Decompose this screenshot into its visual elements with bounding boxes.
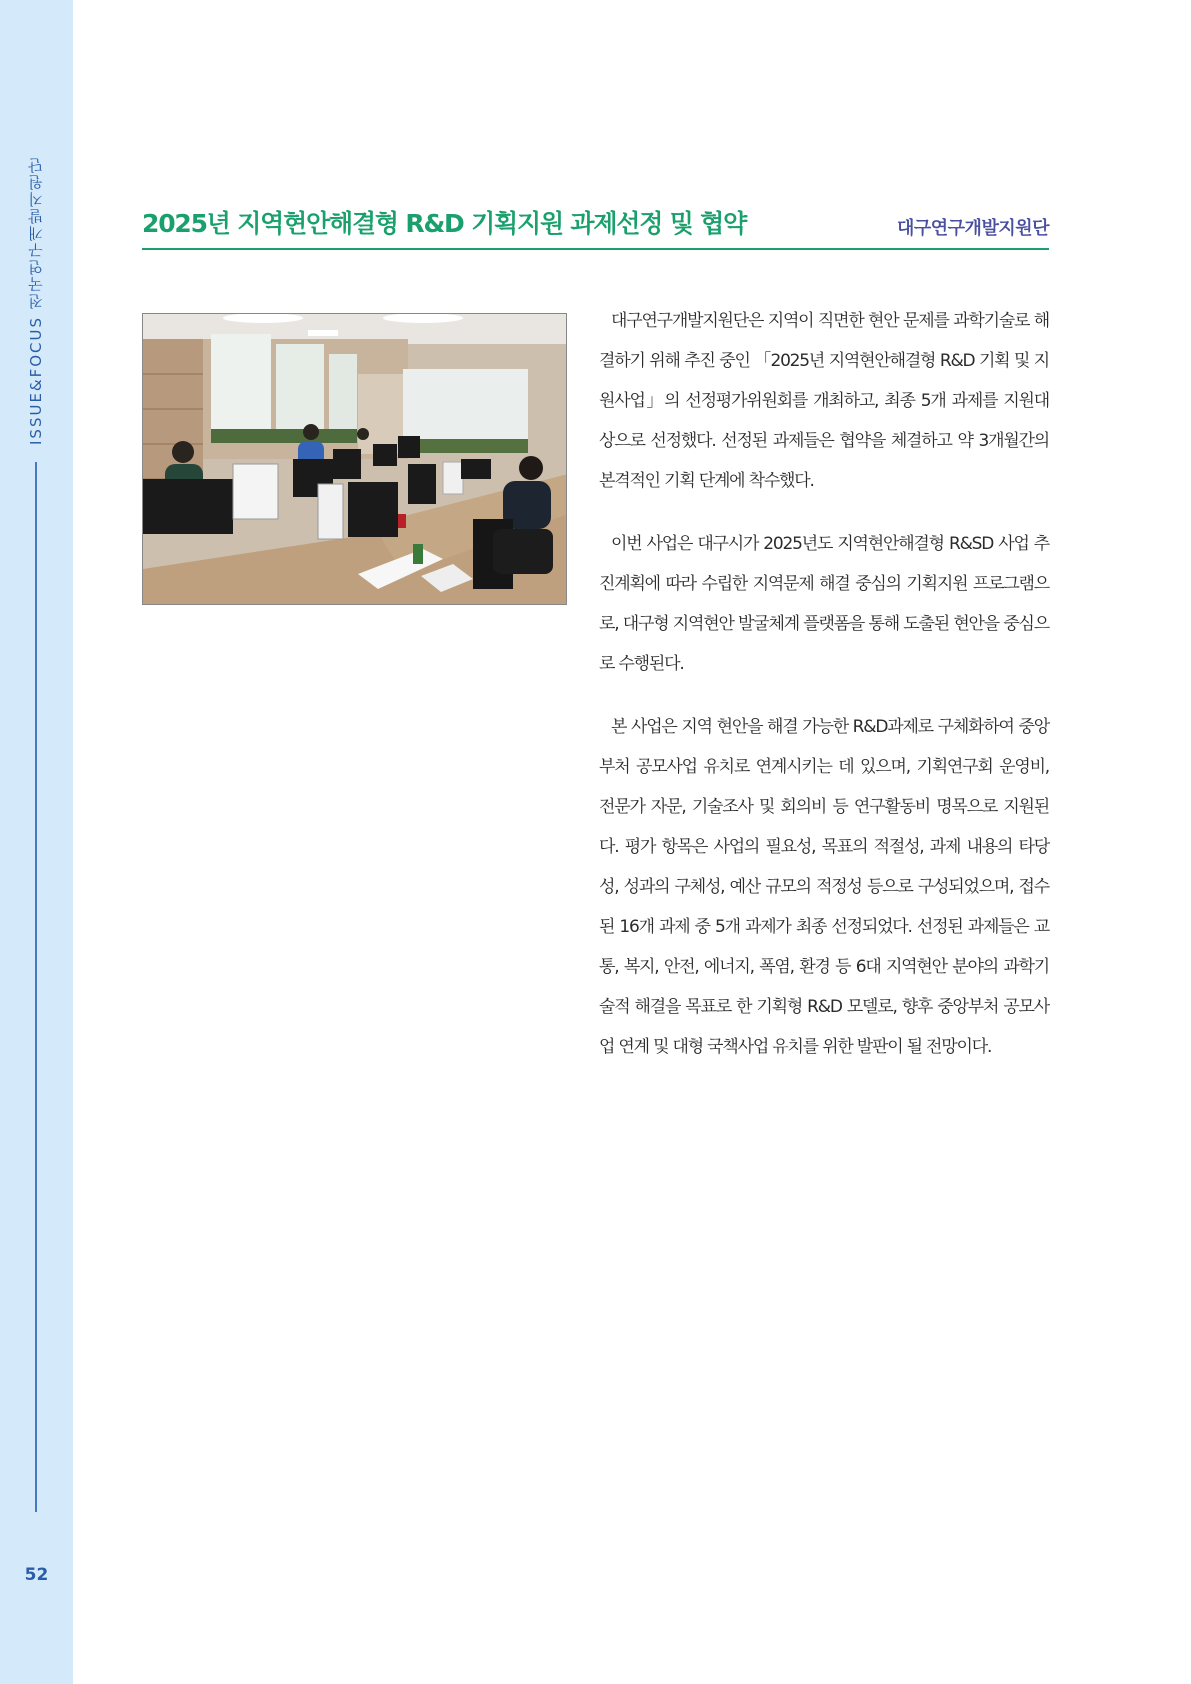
meeting-photo [142, 313, 567, 605]
page-number: 52 [24, 1565, 49, 1585]
sidebar-divider [35, 462, 37, 1512]
organization-name: 대구연구개발지원단 [897, 218, 1049, 239]
paragraph: 이번 사업은 대구시가 2025년도 지역현안해결형 R&SD 사업 추진계획에 따라 수립한 지역문제 해결 중심의 기획지원 프로그램으로, 대구형 지역현안 발굴체계 플랫폼을 통해 도출된 현안을 중심으로 수행된다. [599, 534, 1049, 674]
title-underline [142, 248, 1049, 250]
article-body [599, 301, 1049, 1090]
sidebar [0, 0, 73, 1684]
paragraph: 대구연구개발지원단은 지역이 직면한 현안 문제를 과학기술로 해결하기 위해 추진 중인 「2025년 지역현안해결형 R&D 기획 및 지원사업」의 선정평가위원회를 개최하고, 최종 5개 과제를 지원대상으로 선정했다. 선정된 과제들은 협약을 체결하고 약 3개월간의 본격적인 기획 단계에 착수했다. [599, 311, 1049, 491]
sidebar-section-label: ISSUE&FOCUS 전국연구개발지원단 [27, 156, 45, 445]
article-title: 2025년 지역현안해결형 R&D 기획지원 과제선정 및 협약 [142, 209, 747, 238]
paragraph: 본 사업은 지역 현안을 해결 가능한 R&D과제로 구체화하여 중앙부처 공모사업 유치로 연계시키는 데 있으며, 기획연구회 운영비, 전문가 자문, 기술조사 및 회의비 등 연구활동비 명목으로 지원된다. 평가 항목은 사업의 필요성, 목표의 적절성, 과제 내용의 타당성, 성과의 구체성, 예산 규모의 적정성 등으로 구성되었으며, 접수된 16개 과제 중 5개 과제가 최종 선정되었다. 선정된 과제들은 교통, 복지, 안전, 에너지, 폭염, 환경 등 6대 지역현안 분야의 과학기술적 해결을 목표로 한 기획형 R&D 모델로, 향후 중앙부처 공모사업 연계 및 대형 국책사업 유치를 위한 발판이 될 전망이다. [599, 717, 1049, 1057]
